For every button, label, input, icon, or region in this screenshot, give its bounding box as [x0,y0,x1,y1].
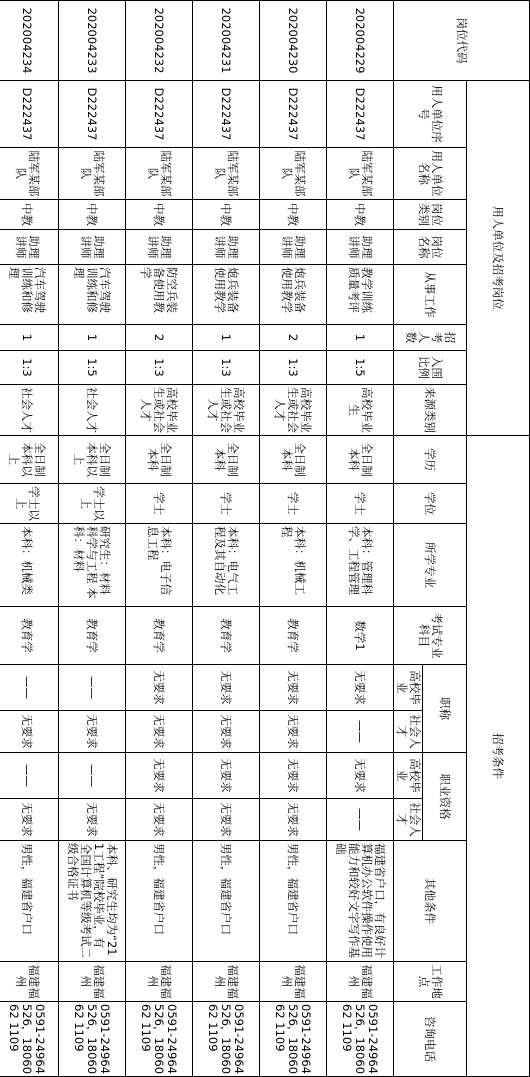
cell-other-conditions: 男性，福建省户口 [0,841,59,962]
cell-degree: 学士 [260,484,327,524]
cell-degree: 学士以上 [0,484,59,524]
cell-work: 汽车驾驶训练和修理 [59,265,126,325]
header-employer-group: 用人单位及招考岗位 [467,81,530,436]
cell-post-category: 中教 [126,200,193,230]
cell-major: 本科：管理科学、工程管理 [327,524,394,607]
cell-education: 全日制本科 [126,436,193,484]
cell-title-graduate: 无要求 [327,665,394,711]
cell-post-name: 助理讲师 [59,230,126,265]
cell-interview-ratio: 1:3 [126,351,193,385]
cell-exam-subject: 教育学 [126,607,193,665]
cell-qual-social: 无要求 [0,799,59,841]
cell-unit-name: 陆军某部队 [193,148,260,200]
cell-major: 本科：机械类 [0,524,59,607]
header-qual-graduate: 高校毕业 [394,753,423,799]
header-post-name: 岗位名称 [394,230,467,265]
cell-post-code: 202004232 [126,1,193,81]
cell-work: 汽车驾驶训练和修理 [0,265,59,325]
cell-degree: 学士以上 [59,484,126,524]
cell-post-name: 助理讲师 [193,230,260,265]
table-row [0,1,59,1077]
cell-location: 福建福州 [59,962,126,1002]
cell-work: 炮兵装备使用教学 [193,265,260,325]
cell-post-code: 202004230 [260,1,327,81]
cell-qual-social: 无要求 [260,799,327,841]
cell-location: 福建福州 [327,962,394,1002]
cell-source: 高校毕业生 [327,385,394,436]
cell-qual-social: 无要求 [193,799,260,841]
cell-degree: 学士 [126,484,193,524]
cell-post-name: 助理讲师 [260,230,327,265]
cell-post-category: 中教 [59,200,126,230]
cell-source: 社会人才 [0,385,59,436]
cell-unit-name: 陆军某部队 [260,148,327,200]
cell-interview-ratio: 1:3 [260,351,327,385]
cell-qual-social: 无要求 [126,799,193,841]
cell-post-name: 助理讲师 [0,230,59,265]
cell-major: 研究生：材料科学与工程 本科：材料 [59,524,126,607]
cell-major: 本科：电气工程及其自动化 [193,524,260,607]
cell-major: 本科：电子信息工程 [126,524,193,607]
cell-education: 全日制本科 [327,436,394,484]
cell-qual-graduate: 无要求 [193,753,260,799]
cell-title-social: 无要求 [260,711,327,753]
cell-exam-subject: 教育学 [260,607,327,665]
cell-interview-ratio: 1:5 [59,351,126,385]
cell-exam-subject: 教育学 [59,607,126,665]
cell-title-graduate: —— [0,665,59,711]
cell-interview-ratio: 1:3 [193,351,260,385]
header-other: 其他条件 [394,841,467,962]
cell-recruit-count: 1 [0,325,59,351]
cell-source: 社会人才 [59,385,126,436]
cell-recruit-count: 1 [327,325,394,351]
header-work: 从事工作 [394,265,467,325]
cell-title-graduate: 无要求 [126,665,193,711]
cell-qual-graduate: —— [59,753,126,799]
cell-education: 全日制本科以上 [0,436,59,484]
table-row [193,1,260,1077]
cell-unit-code: D222437 [126,81,193,148]
cell-post-name: 助理讲师 [327,230,394,265]
cell-post-code: 202004233 [59,1,126,81]
cell-major: 本科：机械工程 [260,524,327,607]
cell-title-graduate: 无要求 [193,665,260,711]
cell-exam-subject: 教育学 [0,607,59,665]
header-unit-name: 用人单位名称 [394,148,467,200]
cell-location: 福建福州 [0,962,59,1002]
header-location: 工作地点 [394,962,467,1002]
cell-unit-code: D222437 [260,81,327,148]
cell-post-code: 202004234 [0,1,59,81]
cell-title-social: 无要求 [126,711,193,753]
cell-unit-name: 陆军某部队 [327,148,394,200]
cell-phone: 0591-24964526，1806062 1109 [260,1002,327,1077]
cell-location: 福建福州 [260,962,327,1002]
cell-qual-graduate: 无要求 [126,753,193,799]
cell-education: 全日制本科 [193,436,260,484]
cell-unit-code: D222437 [59,81,126,148]
header-phone: 咨询电话 [394,1002,467,1077]
cell-degree: 学士 [327,484,394,524]
table-body [0,1,394,1077]
cell-title-graduate: 无要求 [260,665,327,711]
cell-post-category: 中教 [327,200,394,230]
table-row [327,1,394,1077]
cell-qual-social: —— [327,799,394,841]
cell-phone: 0591-24964526，1806062 1109 [0,1002,59,1077]
cell-work: 炮兵装备使用教学 [260,265,327,325]
cell-post-category: 中教 [260,200,327,230]
header-recruit-count: 招考人数 [394,325,467,351]
cell-other-conditions: 福建省户口，有良好计算机办公软件操作使用能力和较好文字写作基础 [327,841,394,962]
cell-title-social: 无要求 [193,711,260,753]
cell-other-conditions: 男性，福建省户口 [126,841,193,962]
cell-recruit-count: 1 [193,325,260,351]
cell-other-conditions: 本科、研究生均为“211工程”院校毕业，有全国计算机等级考试二级合格证书 [59,841,126,962]
cell-unit-name: 陆军某部队 [59,148,126,200]
cell-recruit-count: 2 [260,325,327,351]
header-qualification-group: 职业资格 [423,753,467,841]
cell-unit-name: 陆军某部队 [0,148,59,200]
cell-qual-graduate: 无要求 [327,753,394,799]
header-exam-subject: 考试专业科目 [394,607,467,665]
cell-phone: 0591-24964526，1806062 1109 [193,1002,260,1077]
cell-phone: 0591-24964526，1806062 1109 [59,1002,126,1077]
cell-work: 防空兵装备使用教学 [126,265,193,325]
header-interview-ratio: 入围比例 [394,351,467,385]
cell-other-conditions: 男性，福建省户口 [260,841,327,962]
header-major: 所学专业 [394,524,467,607]
cell-phone: 0591-24964526，1806062 1109 [327,1002,394,1077]
cell-source: 高校毕业生或社会人才 [193,385,260,436]
cell-qual-graduate: 无要求 [260,753,327,799]
cell-qual-social: 无要求 [59,799,126,841]
header-title-social: 社会人才 [394,711,423,753]
header-conditions-group: 招考条件 [467,436,530,1077]
cell-education: 全日制本科以上 [59,436,126,484]
table-row [126,1,193,1077]
cell-unit-code: D222437 [193,81,260,148]
header-education: 学历 [394,436,467,484]
cell-qual-graduate: —— [0,753,59,799]
cell-work: 教学训练质量考评 [327,265,394,325]
cell-post-name: 助理讲师 [126,230,193,265]
cell-phone: 0591-24964526，1806062 1109 [126,1002,193,1077]
cell-title-graduate: —— [59,665,126,711]
cell-post-category: 中教 [0,200,59,230]
header-source: 来源类别 [394,385,467,436]
header-degree: 学位 [394,484,467,524]
cell-recruit-count: 2 [126,325,193,351]
cell-title-social: 无要求 [0,711,59,753]
header-post-category: 岗位类别 [394,200,467,230]
cell-unit-code: D222437 [327,81,394,148]
cell-location: 福建福州 [193,962,260,1002]
table-row [59,1,126,1077]
cell-interview-ratio: 1:5 [327,351,394,385]
cell-title-social: —— [327,711,394,753]
cell-source: 高校毕业生或社会人才 [260,385,327,436]
cell-unit-name: 陆军某部队 [126,148,193,200]
cell-recruit-count: 1 [59,325,126,351]
header-title-graduate: 高校毕业 [394,665,423,711]
cell-education: 全日制本科 [260,436,327,484]
cell-post-category: 中教 [193,200,260,230]
header-qual-social: 社会人才 [394,799,423,841]
header-unit-code: 用人单位序号 [394,81,467,148]
cell-other-conditions: 男性，福建省户口 [193,841,260,962]
cell-title-social: 无要求 [59,711,126,753]
header-post-code: 岗位代码 [394,1,530,81]
cell-source: 高校毕业生或社会人才 [126,385,193,436]
table-row [260,1,327,1077]
cell-exam-subject: 数学1 [327,607,394,665]
cell-degree: 学士 [193,484,260,524]
cell-location: 福建福州 [126,962,193,1002]
cell-unit-code: D222437 [0,81,59,148]
cell-post-code: 202004231 [193,1,260,81]
cell-interview-ratio: 1:3 [0,351,59,385]
cell-post-code: 202004229 [327,1,394,81]
cell-exam-subject: 教育学 [193,607,260,665]
header-title-group: 职称 [423,665,467,753]
